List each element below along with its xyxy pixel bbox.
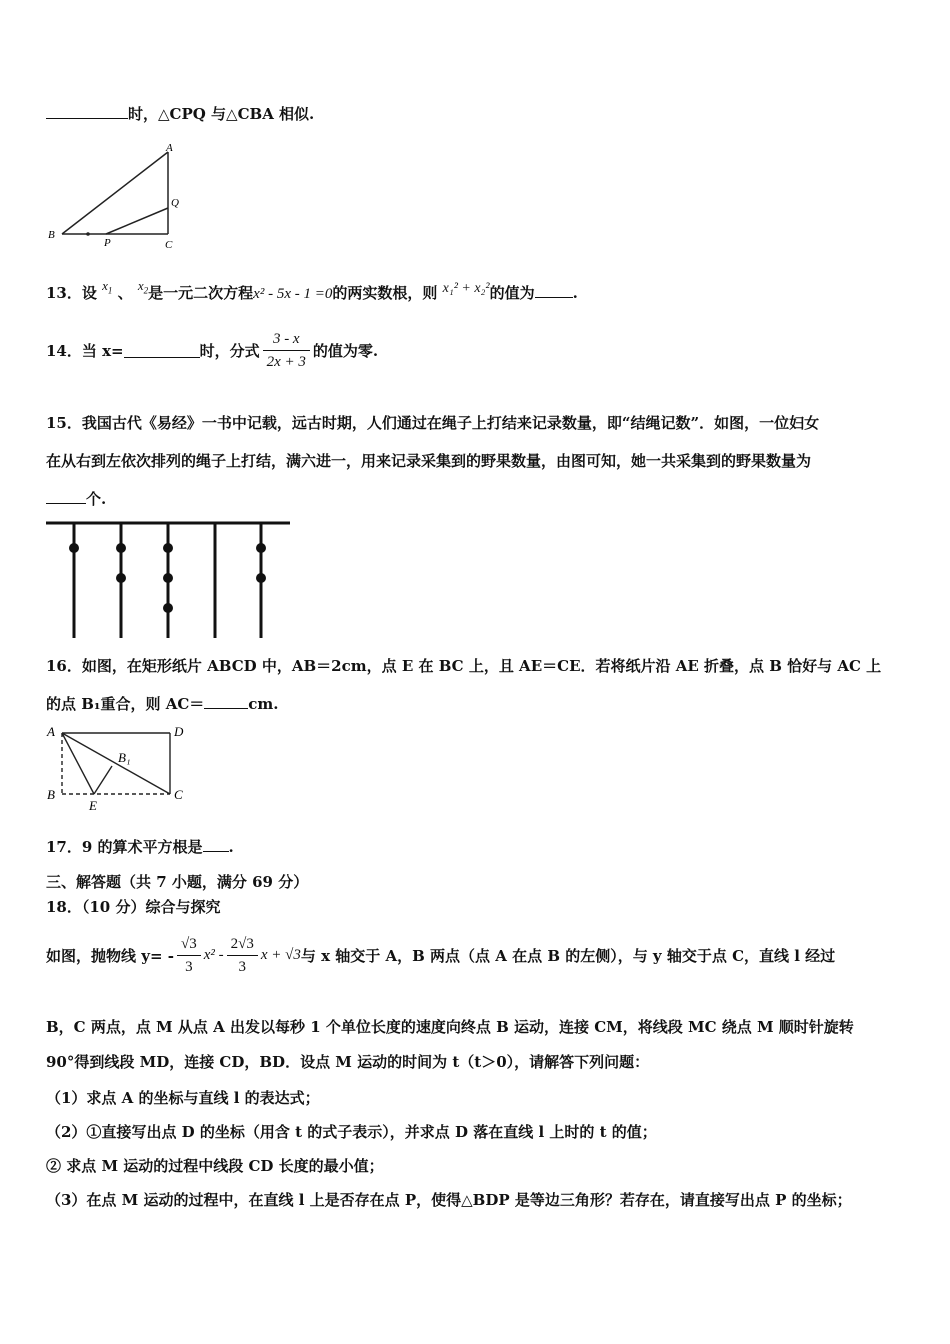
q18-line1: 如图，抛物线 y= - $\frac{√3}{3}$ x² - $\frac{2√3}{3}$ x + √3与 x 轴交于 A，B 两点（点 A 在点 B 的左侧），与 y 轴交于点 C，直线 l 经过 (46, 933, 835, 978)
fraction: $\frac{3 - x}{2x + 3}$ (263, 328, 310, 373)
triangle-figure (44, 142, 194, 250)
q16-line1: 16．如图，在矩形纸片 ABCD 中，AB＝2cm，点 E 在 BC 上，且 AE＝CE．若将纸片沿 AE 折叠，点 B 恰好与 AC 上 (46, 657, 882, 675)
label-D: D (174, 724, 184, 739)
rope-knot (163, 573, 173, 583)
q13-number: 13．设 (46, 284, 97, 302)
label-B: B (48, 229, 55, 241)
rope-knot (116, 573, 126, 583)
label-P: P (104, 237, 111, 249)
q15-line3: 个. (46, 489, 106, 509)
rope-knot (116, 543, 126, 553)
equation: x² - 5x - 1 =0 (253, 286, 333, 302)
answer-blank[interactable] (46, 104, 128, 119)
answer-blank[interactable] (46, 489, 86, 504)
rope-knot (163, 603, 173, 613)
label-A: A (166, 142, 173, 154)
rope-knot-figure (44, 518, 294, 642)
q13-line: 13．设 $x_1$ 、 $x_2$是一元二次方程x² - 5x - 1 =0的两实数根，则 x₁² + x₂²的值为 . (46, 278, 578, 302)
q18-part1: （1）求点 A 的坐标与直线 l 的表达式； (46, 1089, 320, 1107)
rope-knot (256, 543, 266, 553)
q18-line2: B，C 两点，点 M 从点 A 出发以每秒 1 个单位长度的速度向终点 B 运动，连接 CM，将线段 MC 绕点 M 顺时针旋转 (46, 1018, 854, 1036)
answer-blank[interactable] (204, 694, 248, 709)
label-A: A (47, 724, 55, 739)
var-x2: x (137, 278, 144, 293)
answer-blank[interactable] (535, 283, 573, 298)
q12-text: 时，△CPQ 与△CBA 相似. (128, 105, 315, 123)
section-heading: 三、解答题（共 7 小题，满分 69 分） (46, 873, 309, 891)
answer-blank[interactable] (124, 343, 200, 358)
rectangle-figure (44, 722, 196, 814)
label-C: C (165, 239, 173, 250)
rope-knot (69, 543, 79, 553)
label-Q: Q (171, 197, 179, 209)
rope-knot (256, 573, 266, 583)
sum-of-squares: x₁² + x₂² (442, 281, 490, 296)
q15-line2: 在从右到左依次排列的绳子上打结，满六进一，用来记录采集到的野果数量，由图可知，她一共采集到的野果数量为 (46, 452, 812, 470)
label-B: B (47, 787, 55, 802)
q18-line3: 90°得到线段 MD，连接 CD，BD．设点 M 运动的时间为 t（t＞0），请解答下列问题： (46, 1053, 650, 1071)
rope-knot (163, 543, 173, 553)
q18-part2b: ② 求点 M 运动的过程中线段 CD 长度的最小值； (46, 1157, 384, 1175)
label-C: C (174, 787, 183, 802)
q16-line2: 的点 B₁重合，则 AC＝ cm. (46, 695, 279, 713)
q15-line1: 15．我国古代《易经》一书中记载，远古时期，人们通过在绳子上打结来记录数量，即“结绳记数”．如图，一位妇女 (46, 414, 820, 432)
q17-line: 17．9 的算术平方根是 . (46, 838, 234, 856)
fraction-2: $\frac{2√3}{3}$ (227, 933, 258, 978)
q12-line (46, 104, 314, 124)
fraction-1: $\frac{√3}{3}$ (177, 933, 201, 978)
label-E: E (89, 798, 97, 813)
answer-blank[interactable] (203, 837, 229, 852)
q14-line: 14．当 x= 时，分式 $\frac{3 - x}{2x + 3}$ 的值为零. (46, 328, 378, 373)
q18-part3: （3）在点 M 运动的过程中，在直线 l 上是否存在点 P，使得△BDP 是等边三角形？若存在，请直接写出点 P 的坐标； (46, 1191, 852, 1209)
label-B1: B₁ (118, 750, 131, 765)
q18-part2: （2）①直接写出点 D 的坐标（用含 t 的式子表示），并求点 D 落在直线 l 上时的 t 的值； (46, 1123, 657, 1141)
var-x1: x (102, 278, 108, 293)
q18-title: 18．（10 分）综合与探究 (46, 898, 221, 916)
